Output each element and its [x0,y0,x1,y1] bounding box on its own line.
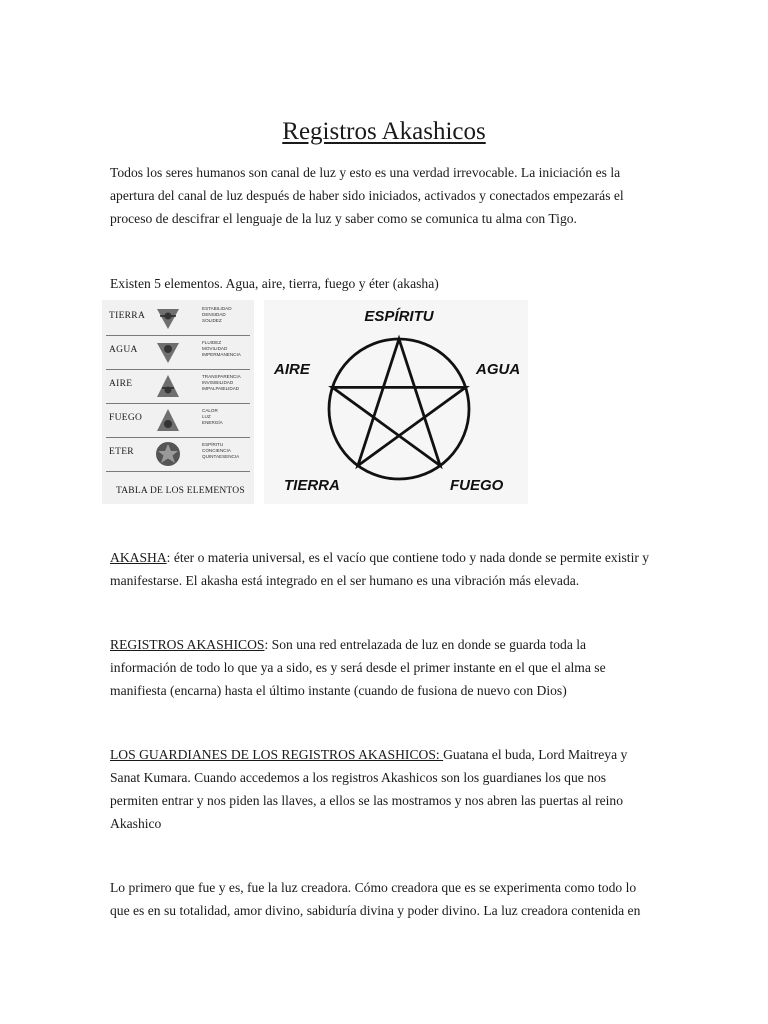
registros-paragraph [110,633,650,702]
guardianes-paragraph [110,743,650,835]
label-agua: AGUA [476,361,521,378]
guardianes-text: Guatana el buda, Lord Maitreya y Sanat Kumara. Cuando accedemos a los registros Akashicos son los guardianes los que nos permiten entrar y nos piden las llaves, a ellos se las mostramos y nos abren las puertas al reino Akashico [110,747,628,831]
page-title: Registros Akashicos [282,118,486,145]
element-row-aire [106,370,250,404]
pentagram-circle [329,339,469,479]
fire-triangle-icon [154,406,182,434]
akasha-term: AKASHA [110,550,167,565]
label-espiritu: ESPÍRITU [364,308,434,325]
element-name: FUEGO [109,413,143,423]
water-triangle-icon [154,338,182,366]
element-name: AGUA [109,345,138,355]
elements-figure [102,300,528,504]
table-caption: TABLA DE LOS ELEMENTOS [116,486,245,496]
closing-paragraph: Lo primero que fue y es, fue la luz creadora. Cómo creadora que es se experimenta como todo lo que es en su totalidad, amor divino, sabiduría divina y poder divino. La luz creadora contenida en [110,880,641,918]
pentagram-diagram [264,300,528,504]
element-props: CALOR LUZ ENERGÍA [202,408,223,425]
element-props: FLUIDEZ MOVILIDAD IMPERMANENCIA [202,340,241,357]
element-name: TIERRA [109,311,146,321]
registros-term: REGISTROS AKASHICOS [110,637,265,652]
element-row-eter [106,438,250,472]
element-props: ESTABILIDAD DENSIDAD SOLIDEZ [202,306,232,323]
label-fuego: FUEGO [450,477,504,494]
label-tierra: TIERRA [284,477,340,494]
earth-triangle-icon [154,304,182,332]
intro-paragraph: Todos los seres humanos son canal de luz y esto es una verdad irrevocable. La iniciación es la apertura del canal de luz después de haber sido iniciados, activados y conectados empezarás el proceso de descifrar el lenguaje de la luz y saber como se comunica tu alma con Tigo. [110,165,624,226]
element-row-fuego [106,404,250,438]
element-props: ESPÍRITU CONCIENCIA QUINTAESENCIA [202,442,240,459]
element-name: AIRE [109,379,133,389]
element-row-agua [106,336,250,370]
element-name: ETER [109,447,134,457]
pentagram-panel [264,300,528,504]
air-triangle-icon [154,372,182,400]
akasha-paragraph [110,546,650,592]
label-aire: AIRE [274,361,310,378]
guardianes-term: LOS GUARDIANES DE LOS REGISTROS AKASHICOS: [110,747,444,762]
ether-circle-icon [154,440,182,468]
registros-text: : Son una red entrelazada de luz en donde se guarda toda la información de todo lo que ya a sido, es y será desde el primer instante en el que el alma se manifiesta (encarna) hasta el último instante (cuando de fusiona de nuevo con Dios) [110,637,606,698]
akasha-text: : éter o materia universal, es el vacío que contiene todo y nada donde se permite existir y manifestarse. El akasha está integrado en el ser humano es una vibración más elevada. [110,550,650,588]
elements-intro: Existen 5 elementos. Agua, aire, tierra, fuego y éter (akasha) [110,276,439,291]
element-props: TRANSPARENCIA INVISIBILIDAD IMPALPABILIDAD [202,374,241,391]
element-row-tierra [106,302,250,336]
elements-table [102,300,254,504]
